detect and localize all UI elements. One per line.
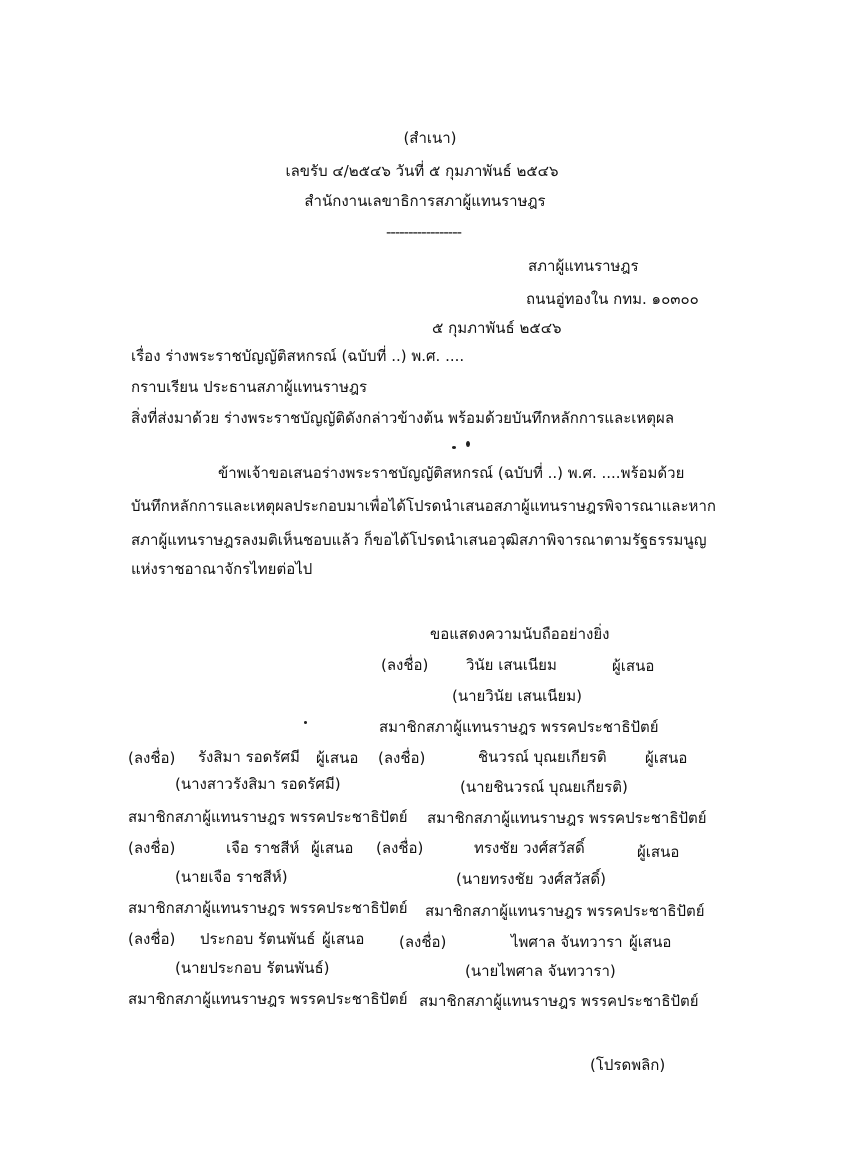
member-title: สมาชิกสภาผู้แทนราษฎร พรรคประชาธิปัตย์ bbox=[128, 899, 408, 917]
signer-name: (นายเจือ ราชสีห์) bbox=[175, 868, 288, 886]
proposer-label: ผู้เสนอ bbox=[645, 749, 688, 767]
office-name: สำนักงานเลขาธิการสภาผู้แทนราษฎร bbox=[304, 192, 546, 210]
sign-label: (ลงชื่อ) bbox=[381, 656, 429, 674]
sign-label: (ลงชื่อ) bbox=[376, 839, 424, 857]
turn-page-note: (โปรดพลิก) bbox=[590, 1056, 666, 1074]
enclosure: สิ่งที่ส่งมาด้วย ร่างพระราชบัญญัติดังกล่าวข้างต้น พร้อมด้วยบันทึกหลักการและเหตุผล bbox=[131, 409, 675, 427]
proposer-label: ผู้เสนอ bbox=[629, 933, 672, 951]
signature: ทรงชัย วงศ์สวัสดิ์ bbox=[474, 839, 585, 857]
proposer-label: ผู้เสนอ bbox=[612, 657, 655, 675]
member-title: สมาชิกสภาผู้แทนราษฎร พรรคประชาธิปัตย์ bbox=[419, 992, 699, 1010]
ink-mark bbox=[452, 446, 456, 449]
proposer-label: ผู้เสนอ bbox=[322, 930, 365, 948]
body-line-4: แห่งราชอาณาจักรไทยต่อไป bbox=[131, 560, 313, 578]
member-title: สมาชิกสภาผู้แทนราษฎร พรรคประชาธิปัตย์ bbox=[427, 809, 707, 827]
signer-name: (นายประกอบ รัตนพันธ์) bbox=[175, 959, 330, 977]
sign-label: (ลงชื่อ) bbox=[378, 749, 426, 767]
signature: ประกอบ รัตนพันธ์ bbox=[200, 930, 316, 948]
sign-label: (ลงชื่อ) bbox=[128, 839, 176, 857]
signer-name: (นางสาวรังสิมา รอดรัศมี) bbox=[175, 775, 341, 793]
salutation: กราบเรียน ประธานสภาผู้แทนราษฎร bbox=[131, 378, 368, 396]
signature: เจือ ราชสีห์ bbox=[226, 839, 300, 857]
member-title: สมาชิกสภาผู้แทนราษฎร พรรคประชาธิปัตย์ bbox=[425, 902, 705, 920]
copy-mark: (สำเนา) bbox=[403, 129, 457, 147]
header-separator: ----------------- bbox=[386, 223, 462, 241]
body-line-1: ข้าพเจ้าขอเสนอร่างพระราชบัญญัติสหกรณ์ (ฉบับที่ ..) พ.ศ. ....พร้อมด้วย bbox=[218, 464, 685, 482]
member-title: สมาชิกสภาผู้แทนราษฎร พรรคประชาธิปัตย์ bbox=[128, 808, 408, 826]
signer-name: (นายทรงชัย วงศ์สวัสดิ์) bbox=[456, 870, 606, 888]
body-line-2: บันทึกหลักการและเหตุผลประกอบมาเพื่อได้โปรดนำเสนอสภาผู้แทนราษฎรพิจารณาและหาก bbox=[131, 497, 716, 515]
sign-label: (ลงชื่อ) bbox=[399, 933, 447, 951]
sign-label: (ลงชื่อ) bbox=[128, 749, 176, 767]
address-line-1: สภาผู้แทนราษฎร bbox=[528, 257, 639, 275]
proposer-label: ผู้เสนอ bbox=[311, 839, 354, 857]
signer-name: (นายไพศาล จันทวารา) bbox=[465, 962, 616, 980]
body-line-3: สภาผู้แทนราษฎรลงมติเห็นชอบแล้ว ก็ขอได้โปรดนำเสนอวุฒิสภาพิจารณาตามรัฐธรรมนูญ bbox=[131, 531, 707, 549]
address-line-2: ถนนอู่ทองใน กทม. ๑๐๓๐๐ bbox=[526, 290, 699, 308]
signer-name: (นายชินวรณ์ บุณยเกียรติ) bbox=[460, 778, 628, 796]
signature: รังสิมา รอดรัศมี bbox=[198, 748, 300, 766]
signature: ไพศาล จันทวารา bbox=[511, 933, 623, 951]
letter-date: ๕ กุมภาพันธ์ ๒๕๔๖ bbox=[432, 319, 562, 337]
proposer-label: ผู้เสนอ bbox=[637, 843, 680, 861]
signer-name: (นายวินัย เสนเนียม) bbox=[452, 687, 582, 705]
sign-label: (ลงชื่อ) bbox=[128, 930, 176, 948]
subject: เรื่อง ร่างพระราชบัญญัติสหกรณ์ (ฉบับที่ ..) พ.ศ. .... bbox=[131, 347, 465, 365]
signature: วินัย เสนเนียม bbox=[466, 656, 557, 674]
member-title: สมาชิกสภาผู้แทนราษฎร พรรคประชาธิปัตย์ bbox=[379, 718, 659, 736]
ink-mark bbox=[466, 441, 470, 447]
closing: ขอแสดงความนับถืออย่างยิ่ง bbox=[430, 625, 610, 643]
ink-mark bbox=[304, 721, 307, 724]
proposer-label: ผู้เสนอ bbox=[316, 749, 359, 767]
receipt-line: เลขรับ ๔/๒๕๔๖ วันที่ ๕ กุมภาพันธ์ ๒๕๔๖ bbox=[285, 162, 559, 180]
member-title: สมาชิกสภาผู้แทนราษฎร พรรคประชาธิปัตย์ bbox=[128, 990, 408, 1008]
signature: ชินวรณ์ บุณยเกียรติ bbox=[478, 748, 607, 766]
